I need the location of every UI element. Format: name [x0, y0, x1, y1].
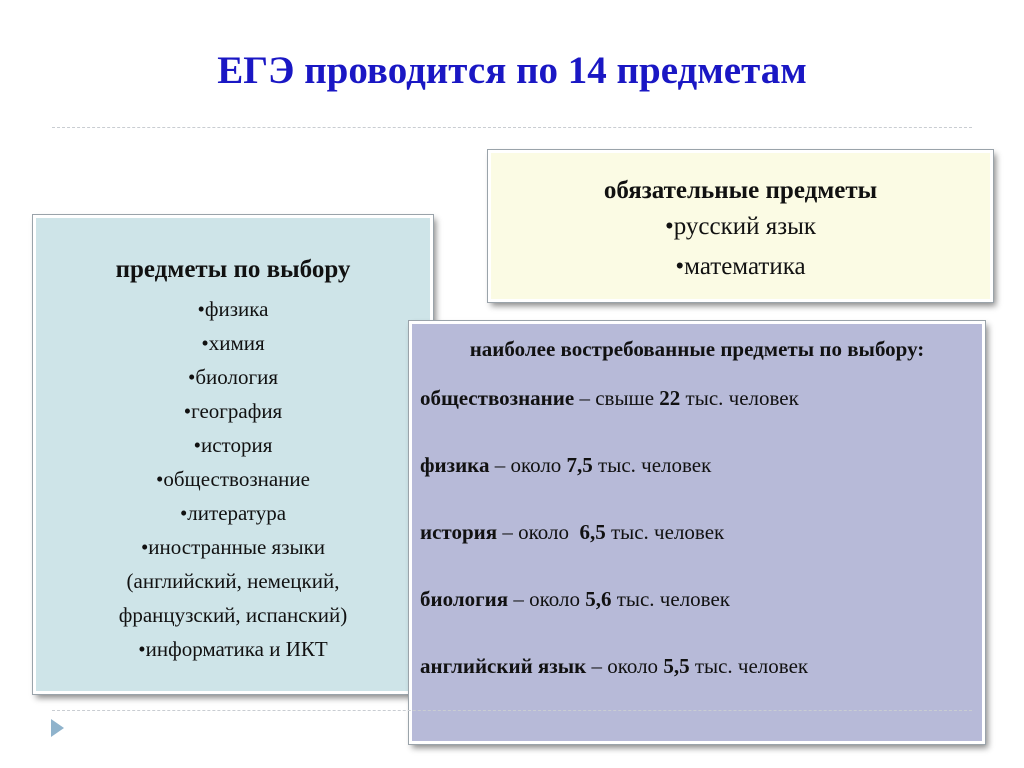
stat-phrase: – около: [508, 587, 586, 611]
elective-heading: предметы по выбору: [115, 256, 351, 283]
mandatory-heading: обязательные предметы: [603, 177, 878, 204]
mandatory-item: •русский язык: [664, 213, 817, 240]
stat-unit: тыс. человек: [611, 587, 730, 611]
elective-item: •география: [183, 399, 283, 423]
stat-phrase: – около: [586, 654, 664, 678]
stat-value: 5,6: [585, 587, 612, 611]
popular-subjects-box: [409, 321, 985, 744]
stat-phrase: – около: [489, 453, 567, 477]
elective-subjects-box: [33, 215, 433, 694]
elective-item: французский, испанский): [118, 603, 348, 627]
elective-item: •литература: [179, 501, 287, 525]
elective-item: •химия: [201, 331, 265, 355]
stat-subject: обществознание: [420, 386, 575, 410]
stat-unit: тыс. человек: [605, 520, 725, 544]
stat-value: 22: [659, 386, 681, 410]
stat-phrase: – свыше: [574, 386, 660, 410]
mandatory-item: •математика: [675, 253, 806, 280]
slide-title: ЕГЭ проводится по 14 предметам: [217, 49, 807, 92]
stat-value: 7,5: [566, 453, 593, 477]
popular-stat-row: [420, 649, 982, 683]
stat-value: 6,5: [579, 520, 606, 544]
elective-item: •информатика и ИКТ: [138, 637, 328, 661]
elective-item: •физика: [197, 297, 269, 321]
elective-item: •иностранные языки: [140, 535, 326, 559]
stat-unit: тыс. человек: [592, 453, 712, 477]
stat-subject: биология: [420, 587, 509, 611]
stat-unit: тыс. человек: [689, 654, 809, 678]
popular-stat-row: [420, 515, 982, 549]
stat-unit: тыс. человек: [680, 386, 799, 410]
stat-phrase: – около: [497, 520, 580, 544]
popular-heading: наиболее востребованные предметы по выбору:: [469, 337, 925, 361]
popular-stat-row: [420, 381, 982, 415]
mandatory-subjects-box: [488, 150, 993, 302]
stat-subject: история: [420, 520, 498, 544]
stat-subject: физика: [420, 453, 490, 477]
elective-item: •биология: [188, 365, 278, 389]
elective-item: •история: [193, 433, 273, 457]
bottom-divider: [52, 710, 972, 711]
top-divider: [52, 127, 972, 128]
stat-value: 5,5: [663, 654, 690, 678]
play-arrow-icon: [51, 719, 64, 737]
stat-subject: английский язык: [420, 654, 587, 678]
elective-item: (английский, немецкий,: [126, 569, 340, 593]
popular-stat-row: [420, 448, 982, 482]
popular-stat-row: [420, 582, 982, 616]
elective-item: •обществознание: [156, 467, 310, 491]
